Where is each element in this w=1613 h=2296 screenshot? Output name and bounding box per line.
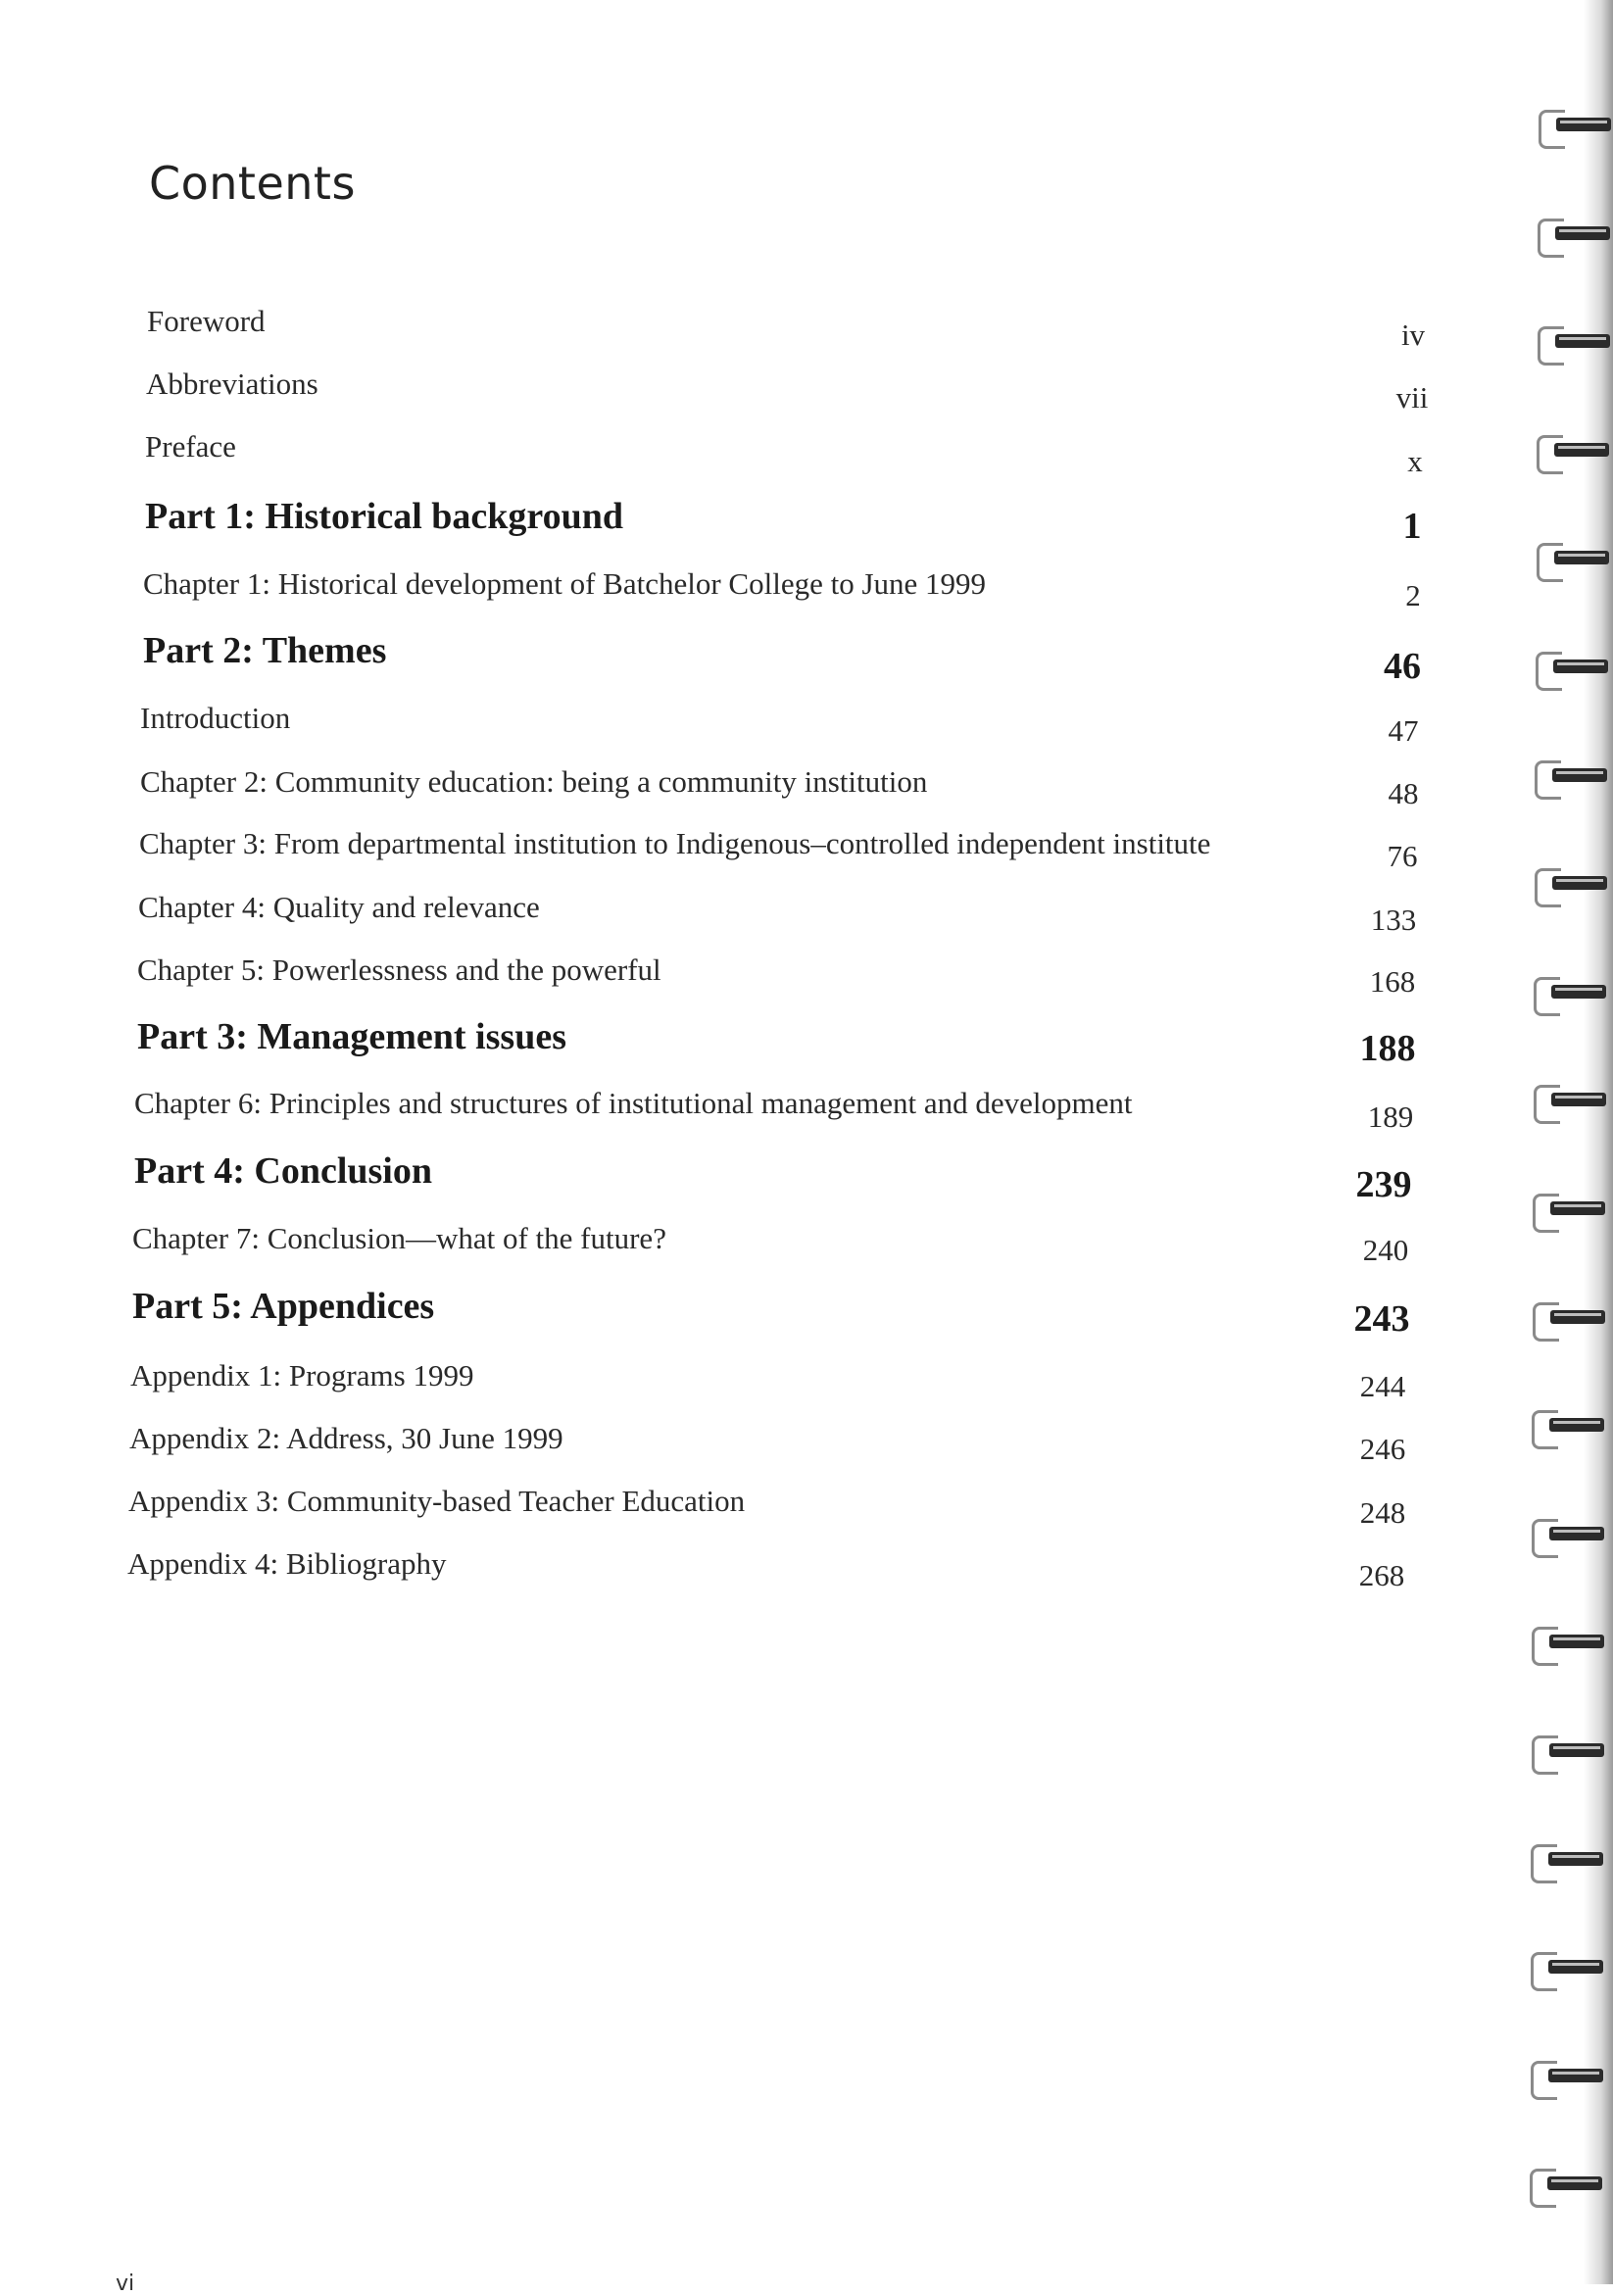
- toc-entry-label: Chapter 7: Conclusion—what of the future?: [132, 1221, 666, 1255]
- page-number: vi: [116, 2272, 135, 2296]
- toc-entry-label: Chapter 4: Quality and relevance: [138, 890, 540, 924]
- binding-coil-hilite: [1560, 121, 1607, 123]
- binding-coil: [1534, 652, 1610, 687]
- binding-coil-hilite: [1556, 771, 1603, 774]
- toc-entry-page: 2: [1405, 578, 1421, 612]
- binding-coil: [1530, 1410, 1606, 1445]
- toc-entry-label: Abbreviations: [146, 366, 318, 401]
- toc-entry-page: vii: [1395, 380, 1429, 415]
- binding-coil-hilite: [1552, 1855, 1599, 1858]
- toc-entry-label: Appendix 4: Bibliography: [127, 1546, 447, 1581]
- toc-entry-label: Appendix 1: Programs 1999: [130, 1358, 474, 1392]
- toc-entry-page: 268: [1358, 1558, 1405, 1592]
- toc-part-page: 1: [1402, 506, 1422, 547]
- binding-coil-hilite: [1551, 2179, 1598, 2182]
- toc-entry-page: 248: [1359, 1495, 1406, 1530]
- binding-coil: [1529, 1952, 1605, 1987]
- toc-part-label: Part 2: Themes: [143, 630, 387, 671]
- spiral-binding: [1527, 0, 1613, 2284]
- toc-part-label: Part 3: Management issues: [137, 1016, 566, 1057]
- toc-entry-page: x: [1407, 444, 1423, 478]
- toc-entry-page: iv: [1400, 318, 1426, 352]
- binding-coil: [1535, 435, 1611, 470]
- binding-coil: [1537, 110, 1613, 145]
- binding-coil-hilite: [1559, 337, 1606, 340]
- toc-part-page: 46: [1384, 646, 1421, 687]
- binding-coil-hilite: [1552, 2072, 1599, 2075]
- binding-coil-hilite: [1555, 988, 1602, 991]
- binding-coil: [1532, 1085, 1608, 1120]
- binding-coil: [1533, 868, 1609, 904]
- binding-coil-hilite: [1553, 1746, 1600, 1749]
- toc-entry-page: 189: [1367, 1099, 1414, 1134]
- binding-coil: [1531, 1194, 1607, 1229]
- binding-coil-hilite: [1559, 229, 1606, 232]
- binding-coil-hilite: [1557, 662, 1604, 665]
- binding-coil-hilite: [1554, 1313, 1601, 1316]
- binding-coil: [1528, 2169, 1604, 2204]
- binding-coil: [1530, 1735, 1606, 1771]
- binding-coil: [1532, 977, 1608, 1012]
- toc-entry-page: 133: [1370, 903, 1417, 937]
- toc-entry-label: Chapter 2: Community education: being a community institution: [140, 764, 928, 799]
- binding-coil: [1536, 326, 1612, 362]
- page-title: Contents: [149, 157, 356, 210]
- toc-part-label: Part 1: Historical background: [145, 496, 624, 537]
- toc-entry-page: 76: [1387, 839, 1418, 873]
- binding-coil: [1529, 1844, 1605, 1880]
- binding-coil-hilite: [1554, 1204, 1601, 1207]
- toc-entry-label: Appendix 2: Address, 30 June 1999: [129, 1421, 563, 1455]
- binding-coil: [1530, 1627, 1606, 1662]
- binding-coil: [1536, 219, 1612, 254]
- binding-coil-hilite: [1555, 1096, 1602, 1099]
- toc-entry-label: Chapter 3: From departmental institution to Indigenous–controlled independent institute: [139, 826, 1211, 860]
- binding-coil: [1535, 543, 1611, 578]
- toc-entry-label: Appendix 3: Community-based Teacher Education: [128, 1484, 746, 1518]
- toc-entry-label: Chapter 5: Powerlessness and the powerful: [137, 953, 661, 987]
- toc-entry-page: 168: [1369, 964, 1416, 999]
- binding-coil: [1530, 1519, 1606, 1554]
- toc-entry-page: 246: [1359, 1432, 1406, 1466]
- toc-part-label: Part 4: Conclusion: [134, 1150, 432, 1192]
- toc-part-page: 188: [1359, 1028, 1416, 1069]
- toc-part-page: 243: [1353, 1298, 1410, 1340]
- toc-entry-label: Introduction: [140, 701, 291, 735]
- toc-part-label: Part 5: Appendices: [132, 1286, 435, 1327]
- toc-entry-page: 240: [1362, 1233, 1409, 1267]
- toc-entry-label: Foreword: [147, 304, 266, 338]
- binding-coil: [1533, 760, 1609, 796]
- toc-part-page: 239: [1355, 1164, 1412, 1205]
- binding-coil-hilite: [1558, 554, 1605, 557]
- binding-coil: [1531, 1302, 1607, 1338]
- binding-coil-hilite: [1553, 1530, 1600, 1533]
- binding-coil-hilite: [1553, 1637, 1600, 1640]
- binding-coil-hilite: [1552, 1963, 1599, 1966]
- binding-coil-hilite: [1556, 879, 1603, 882]
- toc-entry-label: Chapter 1: Historical development of Batchelor College to June 1999: [143, 566, 987, 601]
- binding-coil-hilite: [1553, 1421, 1600, 1424]
- toc-entry-page: 48: [1388, 776, 1419, 810]
- toc-entry-label: Chapter 6: Principles and structures of institutional management and development: [134, 1086, 1133, 1120]
- toc-entry-label: Preface: [145, 429, 236, 464]
- binding-coil: [1529, 2061, 1605, 2096]
- toc-entry-page: 47: [1388, 713, 1419, 748]
- binding-coil-hilite: [1558, 446, 1605, 449]
- toc-entry-page: 244: [1359, 1369, 1406, 1403]
